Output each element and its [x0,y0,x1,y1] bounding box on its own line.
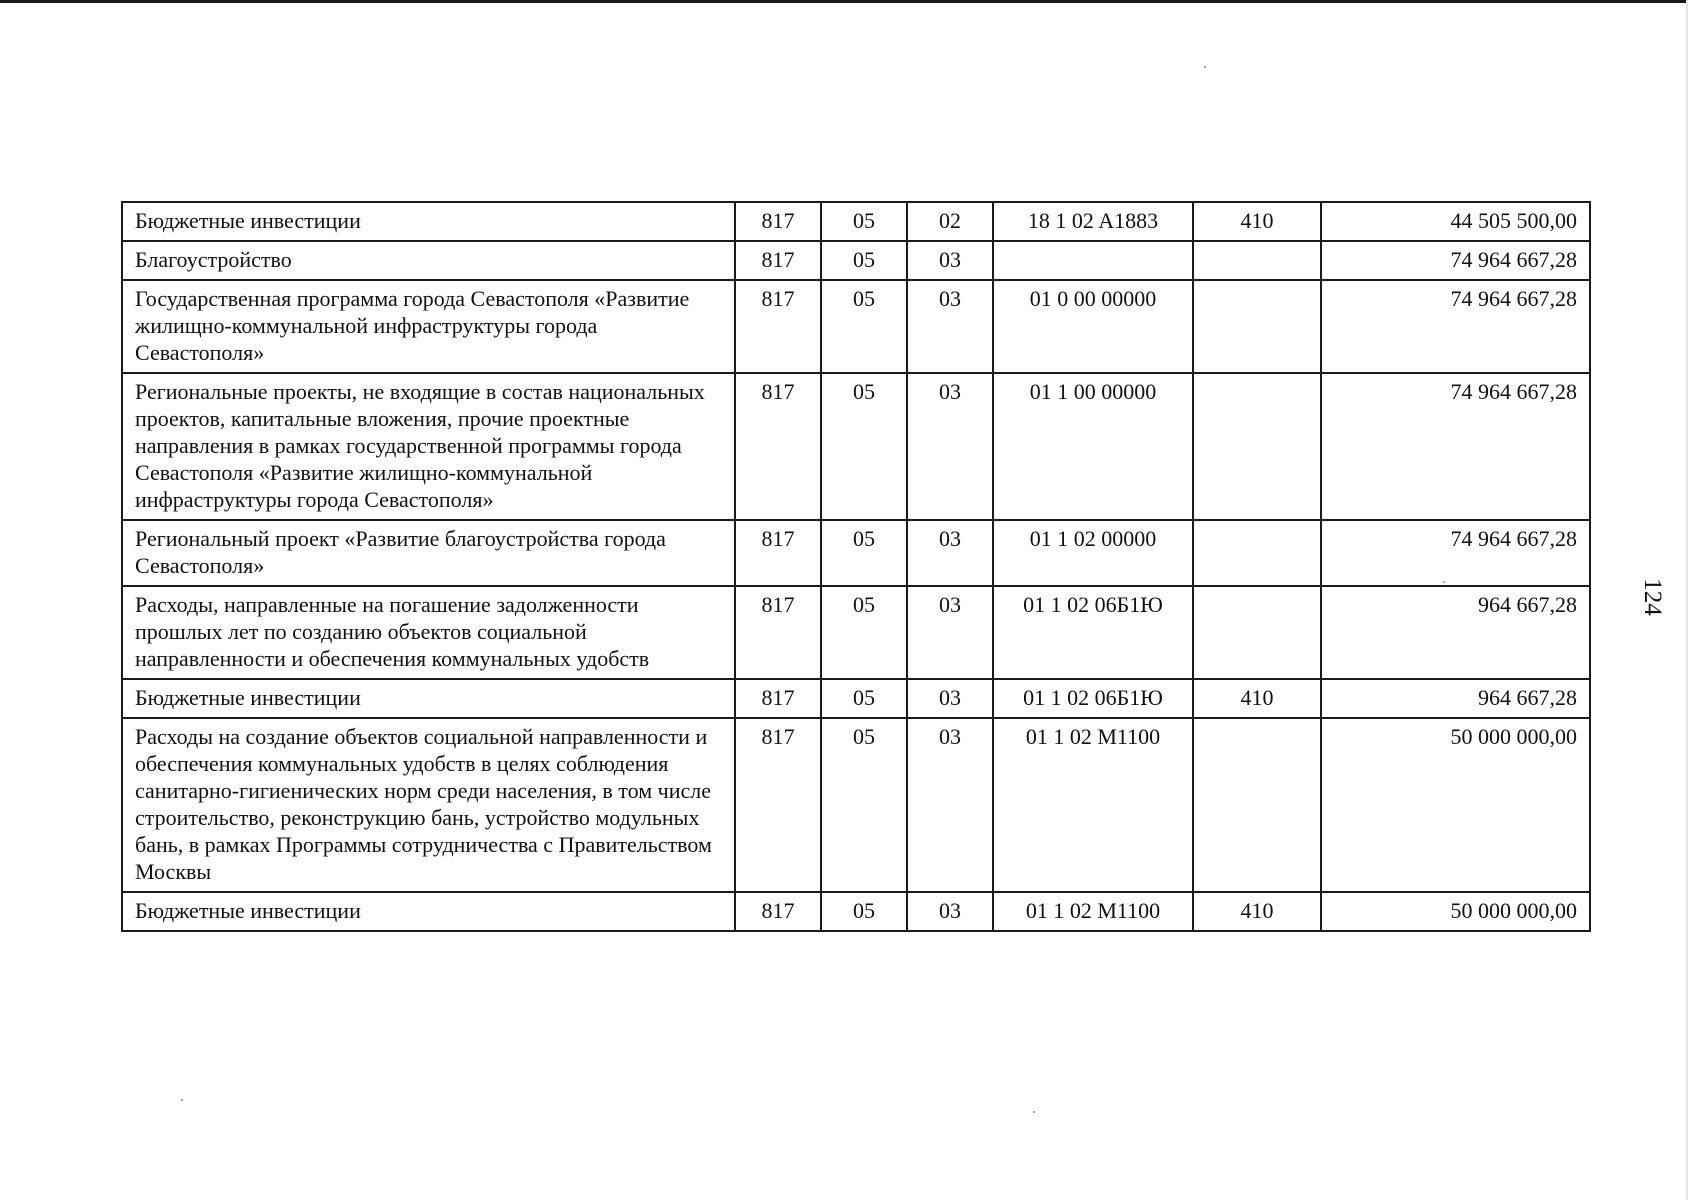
table-row [122,586,1590,679]
cell-section-code: 05 [821,241,907,280]
cell-name: Региональные проекты, не входящие в состав национальных проектов, капитальные вложения, прочие проектные направления в рамках государственной программы города Севастополя «Развитие жилищно-коммунальной инфраструктуры города Севастополя» [122,373,735,520]
cell-name: Государственная программа города Севастополя «Развитие жилищно-коммунальной инфраструктуры города Севастополя» [122,280,735,373]
cell-expense-type [1193,241,1321,280]
cell-expense-type: 410 [1193,892,1321,931]
table-body [122,202,1590,931]
cell-section-code: 05 [821,520,907,586]
table-row [122,520,1590,586]
cell-section-code: 05 [821,202,907,241]
cell-target-article [993,241,1193,280]
cell-expense-type: 410 [1193,679,1321,718]
table-row [122,679,1590,718]
cell-name: Благоустройство [122,241,735,280]
cell-subsection-code: 03 [907,373,993,520]
cell-section-code: 05 [821,373,907,520]
scan-speck [181,1099,183,1101]
cell-amount: 44 505 500,00 [1321,202,1590,241]
cell-amount: 964 667,28 [1321,586,1590,679]
cell-amount: 74 964 667,28 [1321,241,1590,280]
table-row [122,892,1590,931]
cell-amount: 74 964 667,28 [1321,373,1590,520]
cell-name: Расходы на создание объектов социальной направленности и обеспечения коммунальных удобств в целях соблюдения санитарно-гигиенических норм среди населения, в том числе строительство, реконструкцию бань, устройство модульных бань, в рамках Программы сотрудничества с Правительством Москвы [122,718,735,892]
cell-amount: 964 667,28 [1321,679,1590,718]
table-row [122,202,1590,241]
cell-admin-code: 817 [735,373,821,520]
cell-name: Бюджетные инвестиции [122,202,735,241]
scan-speck [1204,66,1206,68]
cell-expense-type [1193,586,1321,679]
cell-subsection-code: 03 [907,586,993,679]
cell-admin-code: 817 [735,718,821,892]
cell-expense-type [1193,373,1321,520]
cell-amount: 74 964 667,28 [1321,280,1590,373]
cell-target-article: 01 1 00 00000 [993,373,1193,520]
cell-target-article: 18 1 02 A1883 [993,202,1193,241]
cell-target-article: 01 1 02 06Б1Ю [993,586,1193,679]
cell-amount: 50 000 000,00 [1321,892,1590,931]
cell-expense-type [1193,718,1321,892]
cell-expense-type [1193,520,1321,586]
cell-target-article: 01 0 00 00000 [993,280,1193,373]
cell-name: Бюджетные инвестиции [122,892,735,931]
scan-border-line [0,0,1688,3]
cell-section-code: 05 [821,679,907,718]
cell-subsection-code: 03 [907,280,993,373]
cell-name: Региональный проект «Развитие благоустройства города Севастополя» [122,520,735,586]
cell-subsection-code: 03 [907,241,993,280]
cell-target-article: 01 1 02 М1100 [993,718,1193,892]
cell-section-code: 05 [821,892,907,931]
cell-section-code: 05 [821,718,907,892]
cell-admin-code: 817 [735,679,821,718]
cell-admin-code: 817 [735,202,821,241]
cell-admin-code: 817 [735,586,821,679]
cell-amount: 74 964 667,28 [1321,520,1590,586]
cell-subsection-code: 03 [907,892,993,931]
scan-speck [1033,1111,1035,1113]
table-row [122,373,1590,520]
table-row [122,241,1590,280]
cell-admin-code: 817 [735,280,821,373]
cell-target-article: 01 1 02 00000 [993,520,1193,586]
table-row [122,718,1590,892]
cell-target-article: 01 1 02 М1100 [993,892,1193,931]
cell-subsection-code: 02 [907,202,993,241]
cell-target-article: 01 1 02 06Б1Ю [993,679,1193,718]
cell-admin-code: 817 [735,892,821,931]
cell-expense-type: 410 [1193,202,1321,241]
cell-name: Бюджетные инвестиции [122,679,735,718]
cell-amount: 50 000 000,00 [1321,718,1590,892]
cell-section-code: 05 [821,586,907,679]
cell-subsection-code: 03 [907,718,993,892]
page-number: 124 [1639,578,1666,616]
cell-name: Расходы, направленные на погашение задолженности прошлых лет по созданию объектов социальной направленности и обеспечения коммунальных удобств [122,586,735,679]
cell-admin-code: 817 [735,520,821,586]
cell-admin-code: 817 [735,241,821,280]
cell-subsection-code: 03 [907,520,993,586]
budget-table [121,201,1591,932]
cell-section-code: 05 [821,280,907,373]
table-row [122,280,1590,373]
cell-expense-type [1193,280,1321,373]
cell-subsection-code: 03 [907,679,993,718]
